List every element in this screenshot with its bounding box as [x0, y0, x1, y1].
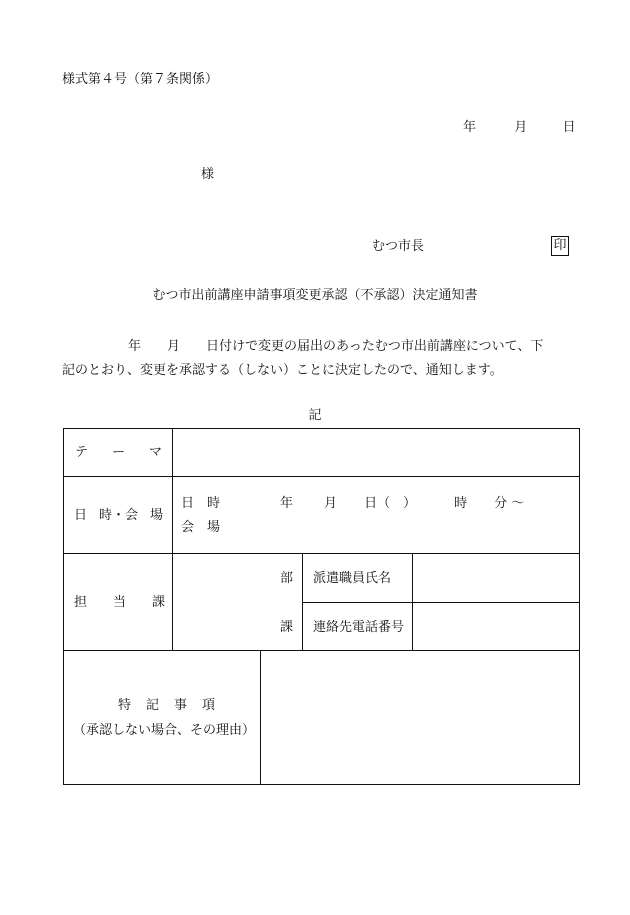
theme-label-char-1: テ [75, 445, 89, 460]
dt-minute: 分 ～ [494, 496, 525, 511]
theme-label-char-3: マ [149, 445, 163, 460]
staff-name-label: 派遣職員氏名 [313, 571, 392, 586]
body-line-2: 記のとおり、変更を承認する（しない）ことに決定したので、通知します。 [62, 363, 503, 378]
date-month: 月 [514, 120, 528, 135]
issuer-name: むつ市長 [372, 239, 425, 254]
body-line-1 [62, 335, 582, 359]
dt-year: 年 [280, 496, 294, 511]
section-label-2: 当 [113, 595, 127, 610]
theme-label-char-2: ー [112, 445, 126, 460]
dt-day: 日（ ） [364, 496, 417, 511]
venue-label-2: 場 [207, 520, 221, 535]
notes-label-1: 特 [118, 698, 132, 713]
date-day: 日 [562, 120, 576, 135]
body-month: 月 [167, 339, 181, 354]
phone-label: 連絡先電話番号 [313, 620, 405, 635]
date-time-line[interactable] [181, 497, 524, 510]
notes-value-cell[interactable] [270, 660, 572, 776]
dt-hour: 時 [454, 496, 468, 511]
theme-value-cell[interactable] [182, 440, 572, 466]
notes-label [118, 699, 215, 712]
dt-date-label-2: 時 [207, 496, 221, 511]
body-line-1-text: 日付けで変更の届出のあったむつ市出前講座について、下 [206, 339, 544, 354]
notes-label-3: 事 [174, 698, 188, 713]
notes-label-2: 記 [146, 698, 160, 713]
staff-name-value-cell[interactable] [420, 563, 572, 595]
datetime-label-3: 場 [150, 508, 164, 523]
datetime-label-1: 日 [74, 508, 88, 523]
form-number: 様式第４号（第７条関係） [62, 72, 219, 87]
department-suffix: 部 [280, 571, 294, 586]
section-label-3: 課 [152, 595, 166, 610]
venue-label-1: 会 [181, 520, 195, 535]
datetime-venue-label [74, 509, 163, 522]
dt-month: 月 [324, 496, 338, 511]
section-label-1: 担 [74, 595, 88, 610]
seal-stamp: 印 [551, 236, 569, 256]
ki-heading: 記 [308, 408, 322, 423]
notes-label-4: 項 [202, 698, 216, 713]
section-label [74, 596, 165, 609]
body-paragraph [62, 335, 582, 383]
date-line [463, 121, 576, 134]
notes-sublabel: （承認しない場合、その理由） [73, 723, 256, 738]
venue-line[interactable] [181, 521, 220, 534]
division-suffix: 課 [280, 620, 294, 635]
dt-date-label-1: 日 [181, 496, 195, 511]
phone-value-cell[interactable] [420, 611, 572, 643]
date-year: 年 [463, 120, 477, 135]
datetime-label-2: 時・会 [99, 508, 139, 523]
theme-label [75, 446, 162, 459]
document-title: むつ市出前講座申請事項変更承認（不承認）決定通知書 [152, 288, 478, 303]
body-year: 年 [128, 339, 142, 354]
addressee-suffix: 様 [201, 167, 215, 182]
